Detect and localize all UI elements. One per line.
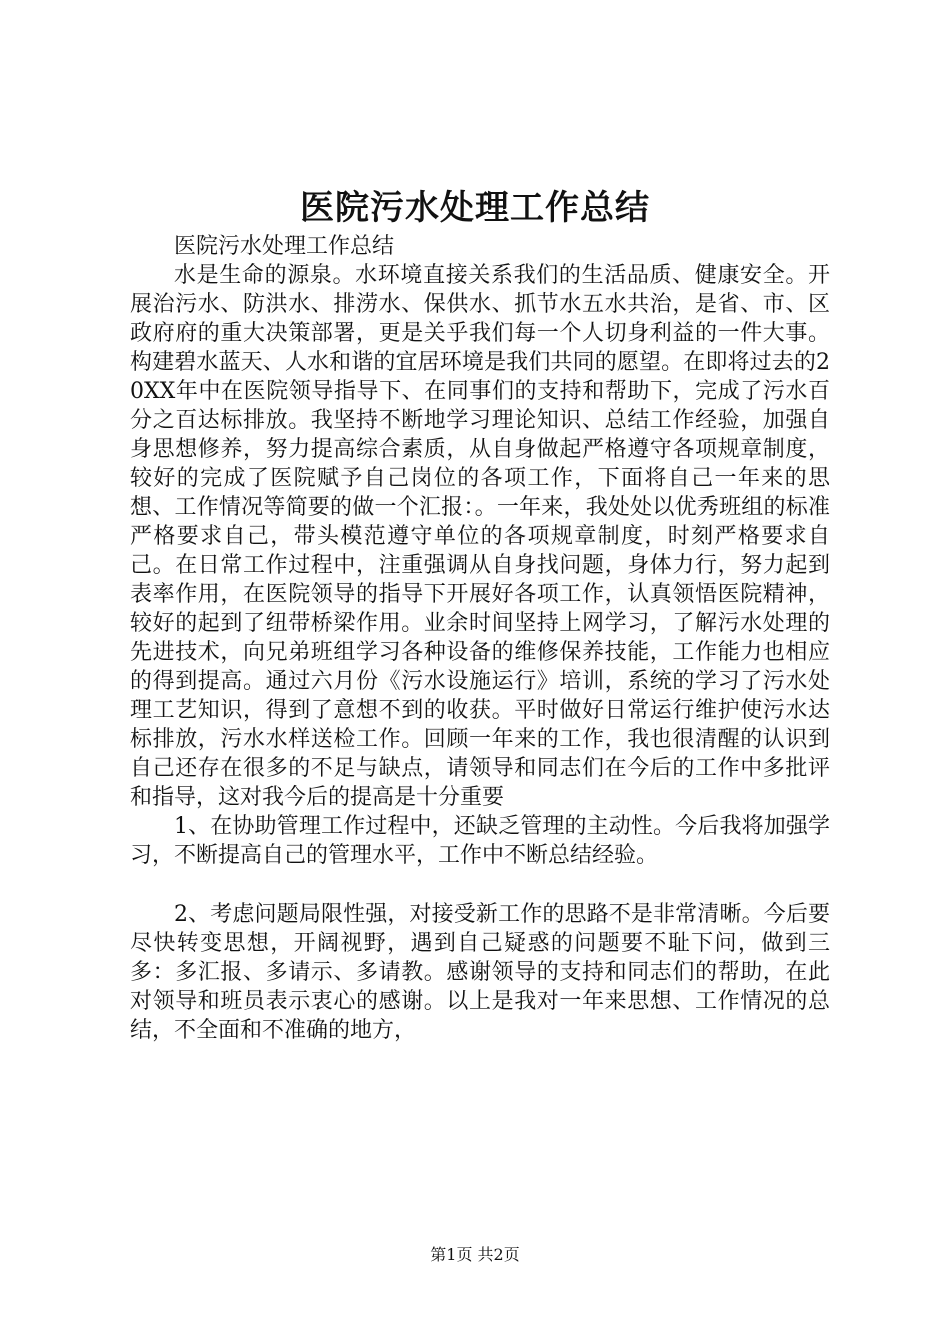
document-body xyxy=(130,232,830,1045)
document-title: 医院污水处理工作总结 xyxy=(300,188,650,228)
page-number-footer: 第1页 共2页 xyxy=(430,1245,520,1264)
paragraph-item-1: 1、在协助管理工作过程中，还缺乏管理的主动性。今后我将加强学习，不断提高自己的管理水平，工作中不断总结经验。 xyxy=(130,814,830,868)
paragraph-intro: 水是生命的源泉。水环境直接关系我们的生活品质、健康安全。开展治污水、防洪水、排涝水、保供水、抓节水五水共治，是省、市、区政府府的重大决策部署，更是关乎我们每一个人切身利益的一件大事。构建碧水蓝天、人水和谐的宜居环境是我们共同的愿望。在即将过去的20XX年中在医院领导指导下、在同事们的支持和帮助下，完成了污水百分之百达标排放。我坚持不断地学习理论知识、总结工作经验，加强自身思想修养，努力提高综合素质，从自身做起严格遵守各项规章制度，较好的完成了医院赋予自己岗位的各项工作，下面将自己一年来的思想、工作情况等简要的做一个汇报：。一年来，我处处以优秀班组的标准严格要求自己，带头模范遵守单位的各项规章制度，时刻严格要求自己。在日常工作过程中，注重强调从自身找问题，身体力行，努力起到表率作用，在医院领导的指导下开展好各项工作，认真领悟医院精神，较好的起到了纽带桥梁作用。业余时间坚持上网学习，了解污水处理的先进技术，向兄弟班组学习各种设备的维修保养技能，工作能力也相应的得到提高。通过六月份《污水设施运行》培训，系统的学习了污水处理工艺知识，得到了意想不到的收获。平时做好日常运行维护使污水达标排放，污水水样送检工作。回顾一年来的工作，我也很清醒的认识到自己还存在很多的不足与缺点，请领导和同志们在今后的工作中多批评和指导，这对我今后的提高是十分重要 xyxy=(130,263,830,810)
document-subtitle: 医院污水处理工作总结 xyxy=(174,234,395,259)
paragraph-item-2: 2、考虑问题局限性强，对接受新工作的思路不是非常清晰。今后要尽快转变思想，开阔视野，遇到自己疑惑的问题要不耻下问，做到三多：多汇报、多请示、多请教。感谢领导的支持和同志们的帮助，在此对领导和班员表示衷心的感谢。以上是我对一年来思想、工作情况的总结，不全面和不准确的地方， xyxy=(130,902,830,1043)
